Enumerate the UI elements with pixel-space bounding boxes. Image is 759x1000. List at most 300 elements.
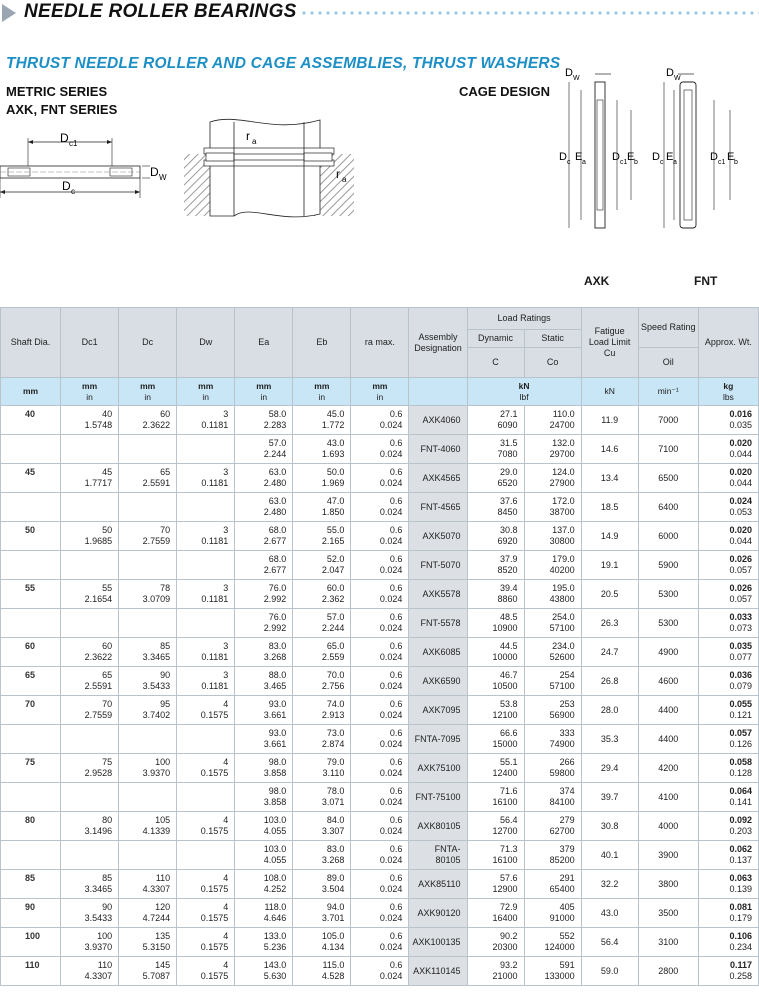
cell-eb: 57.0 2.244 [293, 609, 351, 638]
cell-shaft [1, 841, 61, 870]
cell-speed: 4400 [638, 725, 698, 754]
col-load-ratings: Load Ratings [467, 308, 581, 330]
cell-static-co: 110.0 24700 [524, 406, 581, 435]
svg-text:a: a [342, 175, 347, 184]
dw-label: D [150, 165, 159, 179]
cell-fatigue: 30.8 [581, 812, 638, 841]
cell-static-co: 333 74900 [524, 725, 581, 754]
cell-ea: 58.0 2.283 [235, 406, 293, 435]
cell-eb: 105.0 4.134 [293, 928, 351, 957]
cell-fatigue: 26.8 [581, 667, 638, 696]
cell-designation: AXK5070 [409, 522, 467, 551]
cell-dc1: 110 4.3307 [61, 957, 119, 986]
cell-eb: 55.0 2.165 [293, 522, 351, 551]
cell-dw: 4 0.1575 [177, 754, 235, 783]
cell-shaft [1, 493, 61, 522]
svg-text:W: W [674, 75, 681, 82]
col-c: C [467, 348, 524, 378]
cell-static-co: 234.0 52600 [524, 638, 581, 667]
cell-ra: 0.6 0.024 [351, 638, 409, 667]
cell-eb: 60.0 2.362 [293, 580, 351, 609]
cell-ea: 98.0 3.858 [235, 754, 293, 783]
cell-fatigue: 40.1 [581, 841, 638, 870]
cell-ra: 0.6 0.024 [351, 899, 409, 928]
cell-fatigue: 56.4 [581, 928, 638, 957]
cell-ra: 0.6 0.024 [351, 725, 409, 754]
cell-weight: 0.057 0.126 [698, 725, 758, 754]
cell-ra: 0.6 0.024 [351, 551, 409, 580]
cell-dc: 100 3.9370 [119, 754, 177, 783]
cell-weight: 0.063 0.139 [698, 870, 758, 899]
cell-speed: 5300 [638, 609, 698, 638]
cell-fatigue: 20.5 [581, 580, 638, 609]
cell-ra: 0.6 0.024 [351, 870, 409, 899]
cell-speed: 4400 [638, 696, 698, 725]
cell-dc: 90 3.5433 [119, 667, 177, 696]
cell-dc [119, 435, 177, 464]
axk-dc-label: D [559, 151, 567, 163]
cell-speed: 4200 [638, 754, 698, 783]
cell-fatigue: 39.7 [581, 783, 638, 812]
bearing-spec-table [0, 307, 759, 986]
cell-weight: 0.035 0.077 [698, 638, 758, 667]
cell-dynamic-c: 29.0 6520 [467, 464, 524, 493]
col-dc1: Dc1 [61, 308, 119, 378]
cell-dc1: 55 2.1654 [61, 580, 119, 609]
cell-ra: 0.6 0.024 [351, 841, 409, 870]
cell-dw [177, 783, 235, 812]
cell-dynamic-c: 30.8 6920 [467, 522, 524, 551]
cell-dc [119, 609, 177, 638]
cell-speed: 4100 [638, 783, 698, 812]
svg-text:c1: c1 [620, 159, 628, 166]
cell-ra: 0.6 0.024 [351, 783, 409, 812]
cell-dc1: 80 3.1496 [61, 812, 119, 841]
table-row [1, 435, 759, 464]
cell-speed: 3800 [638, 870, 698, 899]
cell-static-co: 279 62700 [524, 812, 581, 841]
cell-eb: 50.0 1.969 [293, 464, 351, 493]
fnt-ea-label: E [666, 151, 674, 163]
cell-dynamic-c: 72.9 16400 [467, 899, 524, 928]
cell-dynamic-c: 31.5 7080 [467, 435, 524, 464]
cell-eb: 70.0 2.756 [293, 667, 351, 696]
cell-ra: 0.6 0.024 [351, 522, 409, 551]
cell-ea: 118.0 4.646 [235, 899, 293, 928]
unit-load: kN lbf [467, 378, 581, 406]
cell-ra: 0.6 0.024 [351, 580, 409, 609]
cell-weight: 0.117 0.258 [698, 957, 758, 986]
cell-weight: 0.064 0.141 [698, 783, 758, 812]
cell-designation: AXK110145 [409, 957, 467, 986]
cell-dw [177, 551, 235, 580]
svg-text:b: b [634, 159, 638, 166]
cell-weight: 0.020 0.044 [698, 435, 758, 464]
cell-static-co: 405 91000 [524, 899, 581, 928]
cell-dc: 135 5.3150 [119, 928, 177, 957]
cell-static-co: 552 124000 [524, 928, 581, 957]
cell-eb: 115.0 4.528 [293, 957, 351, 986]
cell-weight: 0.020 0.044 [698, 464, 758, 493]
table-row [1, 609, 759, 638]
cell-dynamic-c: 93.2 21000 [467, 957, 524, 986]
ra-label-top: r [246, 129, 250, 143]
axk-ea-label: E [575, 151, 583, 163]
series-label-metric: METRIC SERIES [6, 84, 108, 99]
cell-weight: 0.036 0.079 [698, 667, 758, 696]
cell-shaft: 40 [1, 406, 61, 435]
unit-shaft: mm [1, 378, 61, 406]
table-row [1, 696, 759, 725]
cell-speed: 4900 [638, 638, 698, 667]
cell-dw [177, 725, 235, 754]
cell-speed: 6400 [638, 493, 698, 522]
cell-weight: 0.016 0.035 [698, 406, 758, 435]
unit-dc: mm in [119, 378, 177, 406]
axk-label: AXK [584, 274, 610, 288]
cell-eb: 43.0 1.693 [293, 435, 351, 464]
cell-ea: 63.0 2.480 [235, 464, 293, 493]
cell-dynamic-c: 27.1 6090 [467, 406, 524, 435]
cell-dc: 60 2.3622 [119, 406, 177, 435]
dc1-label: D [60, 131, 69, 145]
unit-speed: min⁻¹ [638, 378, 698, 406]
cell-shaft: 110 [1, 957, 61, 986]
cell-weight: 0.024 0.053 [698, 493, 758, 522]
cell-weight: 0.062 0.137 [698, 841, 758, 870]
unit-fatigue: kN [581, 378, 638, 406]
table-row [1, 638, 759, 667]
cell-dynamic-c: 37.9 8520 [467, 551, 524, 580]
col-shaft: Shaft Dia. [1, 308, 61, 378]
cell-speed: 3100 [638, 928, 698, 957]
cell-weight: 0.092 0.203 [698, 812, 758, 841]
page-title: NEEDLE ROLLER BEARINGS [24, 1, 297, 22]
fnt-cage-diagram [650, 60, 750, 238]
cell-dw: 4 0.1575 [177, 870, 235, 899]
cell-ea: 108.0 4.252 [235, 870, 293, 899]
cell-dw: 4 0.1575 [177, 696, 235, 725]
cell-dw: 3 0.1181 [177, 580, 235, 609]
cell-dynamic-c: 57.6 12900 [467, 870, 524, 899]
cell-dw [177, 493, 235, 522]
cell-designation: AXK4565 [409, 464, 467, 493]
cell-ea: 68.0 2.677 [235, 522, 293, 551]
svg-text:W: W [573, 75, 580, 82]
cell-speed: 6500 [638, 464, 698, 493]
unit-dw: mm in [177, 378, 235, 406]
cell-dc1: 40 1.5748 [61, 406, 119, 435]
cell-shaft [1, 725, 61, 754]
cell-dc: 78 3.0709 [119, 580, 177, 609]
table-row [1, 464, 759, 493]
cell-fatigue: 29.4 [581, 754, 638, 783]
cell-fatigue: 13.4 [581, 464, 638, 493]
cell-weight: 0.026 0.057 [698, 580, 758, 609]
cell-dynamic-c: 46.7 10500 [467, 667, 524, 696]
cell-ea: 63.0 2.480 [235, 493, 293, 522]
cell-speed: 4600 [638, 667, 698, 696]
cell-dynamic-c: 55.1 12400 [467, 754, 524, 783]
cell-ea: 133.0 5.236 [235, 928, 293, 957]
fnt-dw-label: D [666, 67, 674, 79]
cell-dc1: 45 1.7717 [61, 464, 119, 493]
cell-designation: FNT-4565 [409, 493, 467, 522]
section-title: THRUST NEEDLE ROLLER AND CAGE ASSEMBLIES, THRUST WASHERS [6, 55, 561, 72]
svg-text:c: c [71, 187, 75, 196]
cell-static-co: 124.0 27900 [524, 464, 581, 493]
cage-dimension-diagram [0, 128, 180, 208]
table-row [1, 580, 759, 609]
mounting-diagram [180, 112, 360, 222]
axk-dc1-label: D [612, 151, 620, 163]
cell-static-co: 591 133000 [524, 957, 581, 986]
cell-shaft [1, 783, 61, 812]
cell-dynamic-c: 39.4 8860 [467, 580, 524, 609]
cell-speed: 3500 [638, 899, 698, 928]
header-bar [0, 0, 759, 26]
cell-static-co: 254.0 57100 [524, 609, 581, 638]
cell-static-co: 172.0 38700 [524, 493, 581, 522]
cell-speed: 7100 [638, 435, 698, 464]
cell-fatigue: 28.0 [581, 696, 638, 725]
col-weight: Approx. Wt. [698, 308, 758, 378]
axk-cage-diagram [555, 60, 645, 238]
cell-shaft [1, 435, 61, 464]
dotted-rule [300, 10, 759, 16]
cell-shaft: 55 [1, 580, 61, 609]
cell-eb: 52.0 2.047 [293, 551, 351, 580]
col-fatigue: Fatigue Load Limit Cu [581, 308, 638, 378]
cell-eb: 65.0 2.559 [293, 638, 351, 667]
cell-dw: 4 0.1575 [177, 957, 235, 986]
cell-eb: 83.0 3.268 [293, 841, 351, 870]
cell-speed: 2800 [638, 957, 698, 986]
svg-text:a: a [252, 137, 257, 146]
cell-dw [177, 841, 235, 870]
cell-designation: FNT-4060 [409, 435, 467, 464]
cell-designation: FNT-5578 [409, 609, 467, 638]
cell-dynamic-c: 71.6 16100 [467, 783, 524, 812]
cell-dynamic-c: 71.3 16100 [467, 841, 524, 870]
cell-fatigue: 43.0 [581, 899, 638, 928]
cell-dynamic-c: 48.5 10900 [467, 609, 524, 638]
table-row [1, 870, 759, 899]
cell-weight: 0.026 0.057 [698, 551, 758, 580]
col-dw: Dw [177, 308, 235, 378]
cell-static-co: 374 84100 [524, 783, 581, 812]
cell-ra: 0.6 0.024 [351, 609, 409, 638]
cell-static-co: 379 85200 [524, 841, 581, 870]
table-row [1, 667, 759, 696]
cell-shaft: 50 [1, 522, 61, 551]
fnt-eb-label: E [727, 151, 735, 163]
cell-dc1: 90 3.5433 [61, 899, 119, 928]
cell-ra: 0.6 0.024 [351, 754, 409, 783]
cell-fatigue: 24.7 [581, 638, 638, 667]
arrow-icon [2, 4, 16, 22]
cell-ra: 0.6 0.024 [351, 812, 409, 841]
cell-eb: 84.0 3.307 [293, 812, 351, 841]
cell-eb: 47.0 1.850 [293, 493, 351, 522]
cell-weight: 0.020 0.044 [698, 522, 758, 551]
cell-ea: 93.0 3.661 [235, 696, 293, 725]
col-dc: Dc [119, 308, 177, 378]
cell-eb: 79.0 3.110 [293, 754, 351, 783]
cell-dc: 105 4.1339 [119, 812, 177, 841]
svg-text:c1: c1 [718, 159, 726, 166]
fnt-dc1-label: D [710, 151, 718, 163]
table-row [1, 783, 759, 812]
cell-designation: AXK6590 [409, 667, 467, 696]
col-designation: Assembly Designation [409, 308, 467, 378]
cell-shaft [1, 551, 61, 580]
cell-ea: 83.0 3.268 [235, 638, 293, 667]
cell-dc1: 75 2.9528 [61, 754, 119, 783]
unit-ra: mm in [351, 378, 409, 406]
cell-static-co: 195.0 43800 [524, 580, 581, 609]
cell-weight: 0.081 0.179 [698, 899, 758, 928]
cell-shaft: 100 [1, 928, 61, 957]
cell-ra: 0.6 0.024 [351, 957, 409, 986]
cell-shaft: 45 [1, 464, 61, 493]
axk-dw-label: D [565, 67, 573, 79]
table-row [1, 754, 759, 783]
col-co: Co [524, 348, 581, 378]
cell-ea: 143.0 5.630 [235, 957, 293, 986]
cell-weight: 0.106 0.234 [698, 928, 758, 957]
cell-dc1: 70 2.7559 [61, 696, 119, 725]
col-oil: Oil [638, 348, 698, 378]
cell-ea: 57.0 2.244 [235, 435, 293, 464]
cell-ra: 0.6 0.024 [351, 493, 409, 522]
cell-speed: 7000 [638, 406, 698, 435]
cell-designation: AXK4060 [409, 406, 467, 435]
cell-dc [119, 493, 177, 522]
cell-eb: 94.0 3.701 [293, 899, 351, 928]
cell-fatigue: 59.0 [581, 957, 638, 986]
cell-designation: AXK6085 [409, 638, 467, 667]
svg-text:c1: c1 [69, 139, 78, 148]
cell-static-co: 291 65400 [524, 870, 581, 899]
cell-designation: FNTA-80105 [409, 841, 467, 870]
table-row [1, 493, 759, 522]
cell-designation: FNTA-7095 [409, 725, 467, 754]
cell-dw: 3 0.1181 [177, 464, 235, 493]
cell-weight: 0.058 0.128 [698, 754, 758, 783]
cell-shaft: 85 [1, 870, 61, 899]
table-row [1, 406, 759, 435]
cell-dc1 [61, 841, 119, 870]
cell-dc: 95 3.7402 [119, 696, 177, 725]
unit-ea: mm in [235, 378, 293, 406]
cell-fatigue: 11.9 [581, 406, 638, 435]
cell-designation: FNT-5070 [409, 551, 467, 580]
col-ra: ra max. [351, 308, 409, 378]
cell-designation: FNT-75100 [409, 783, 467, 812]
cell-dc: 70 2.7559 [119, 522, 177, 551]
cell-shaft: 75 [1, 754, 61, 783]
cell-shaft: 80 [1, 812, 61, 841]
cell-weight: 0.055 0.121 [698, 696, 758, 725]
table-row [1, 812, 759, 841]
table-body [1, 406, 759, 986]
cell-dynamic-c: 90.2 20300 [467, 928, 524, 957]
cell-dc [119, 841, 177, 870]
cell-designation: AXK90120 [409, 899, 467, 928]
cell-static-co: 266 59800 [524, 754, 581, 783]
svg-text:c: c [567, 159, 571, 166]
cell-dc1: 100 3.9370 [61, 928, 119, 957]
cell-designation: AXK100135 [409, 928, 467, 957]
cell-designation: AXK5578 [409, 580, 467, 609]
table-row [1, 551, 759, 580]
cell-shaft [1, 609, 61, 638]
cage-design-label: CAGE DESIGN [459, 84, 551, 99]
cell-ra: 0.6 0.024 [351, 464, 409, 493]
cell-dynamic-c: 53.8 12100 [467, 696, 524, 725]
cell-ea: 68.0 2.677 [235, 551, 293, 580]
unit-dc1: mm in [61, 378, 119, 406]
svg-text:a: a [582, 159, 586, 166]
cell-weight: 0.033 0.073 [698, 609, 758, 638]
cell-ea: 76.0 2.992 [235, 609, 293, 638]
table-row [1, 957, 759, 986]
cell-fatigue: 26.3 [581, 609, 638, 638]
col-eb: Eb [293, 308, 351, 378]
cell-dynamic-c: 37.6 8450 [467, 493, 524, 522]
cell-designation: AXK75100 [409, 754, 467, 783]
cell-ea: 103.0 4.055 [235, 841, 293, 870]
cell-dynamic-c: 56.4 12700 [467, 812, 524, 841]
cell-speed: 5900 [638, 551, 698, 580]
cell-speed: 5300 [638, 580, 698, 609]
unit-eb: mm in [293, 378, 351, 406]
cell-static-co: 254 57100 [524, 667, 581, 696]
cell-ra: 0.6 0.024 [351, 667, 409, 696]
cell-shaft: 65 [1, 667, 61, 696]
fnt-dc-label: D [652, 151, 660, 163]
cell-fatigue: 14.9 [581, 522, 638, 551]
cell-dw: 3 0.1181 [177, 667, 235, 696]
cell-static-co: 179.0 40200 [524, 551, 581, 580]
axk-eb-label: E [627, 151, 635, 163]
cell-dc1 [61, 551, 119, 580]
svg-text:c: c [660, 159, 664, 166]
table-row [1, 522, 759, 551]
table-row [1, 899, 759, 928]
svg-text:a: a [673, 159, 677, 166]
series-label-axk-fnt: AXK, FNT SERIES [6, 102, 118, 117]
cell-dc [119, 551, 177, 580]
cell-dw: 3 0.1181 [177, 638, 235, 667]
cell-dc: 120 4.7244 [119, 899, 177, 928]
cell-dw: 4 0.1575 [177, 928, 235, 957]
cell-ra: 0.6 0.024 [351, 928, 409, 957]
cell-dc1: 65 2.5591 [61, 667, 119, 696]
cell-dc1 [61, 609, 119, 638]
cell-eb: 45.0 1.772 [293, 406, 351, 435]
cell-designation: AXK85110 [409, 870, 467, 899]
col-ea: Ea [235, 308, 293, 378]
cell-shaft: 60 [1, 638, 61, 667]
cell-dc: 145 5.7087 [119, 957, 177, 986]
table-row [1, 841, 759, 870]
col-speed: Speed Rating [638, 308, 698, 348]
svg-text:W: W [159, 173, 167, 182]
cell-fatigue: 19.1 [581, 551, 638, 580]
cell-ea: 76.0 2.992 [235, 580, 293, 609]
